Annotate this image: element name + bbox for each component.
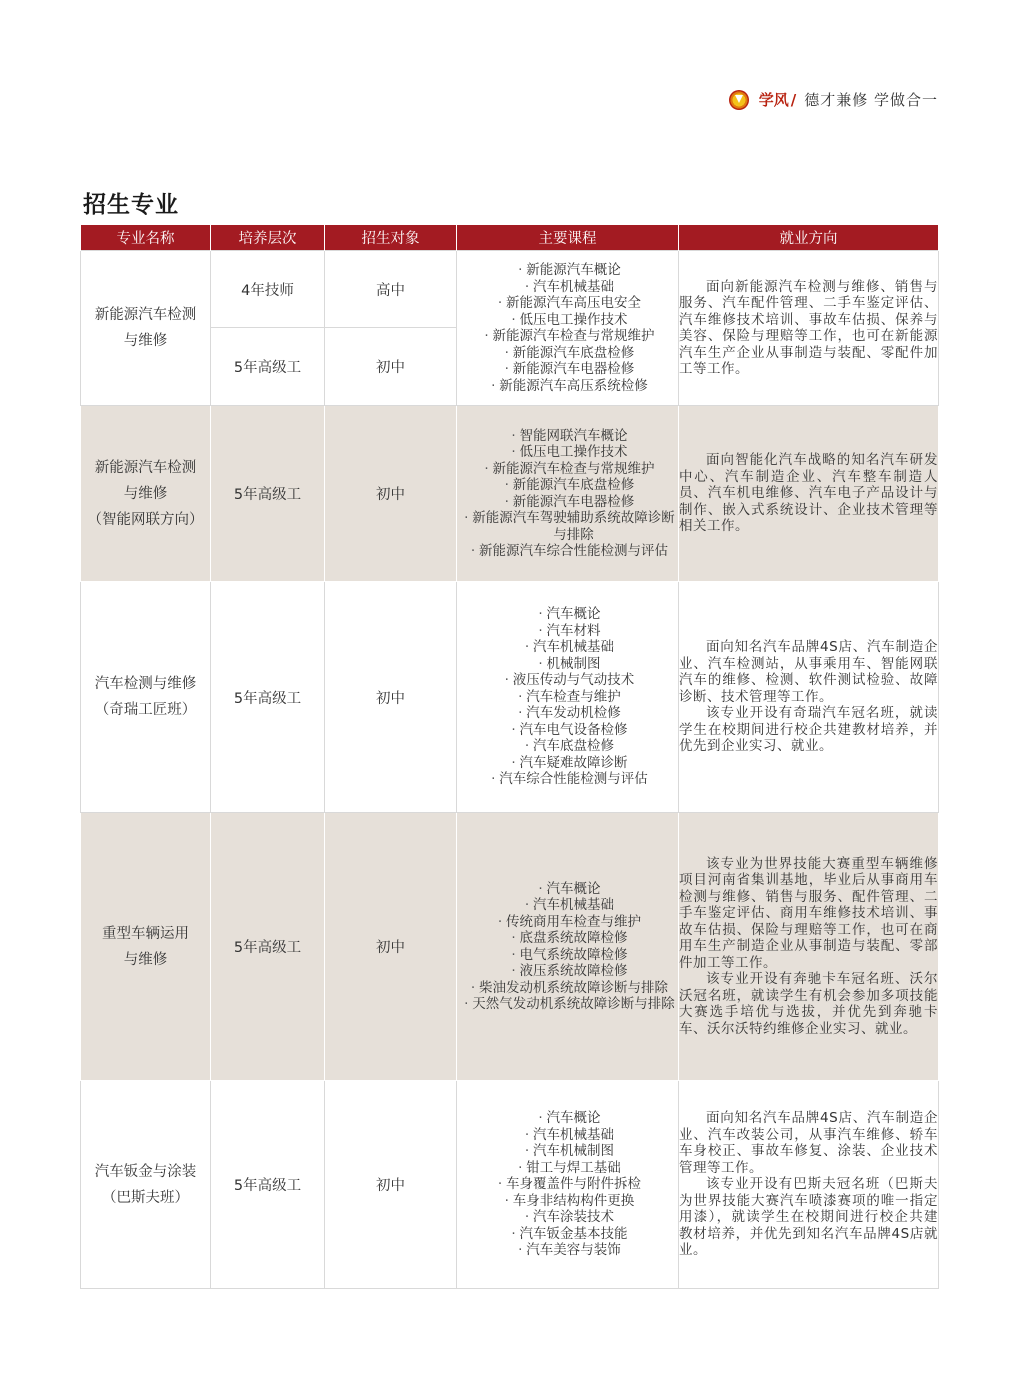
course-item: · 汽车概论 — [457, 881, 678, 898]
enrollment-target-cell: 初中 — [325, 1081, 457, 1289]
course-item: · 柴油发动机系统故障诊断与排除 — [457, 980, 678, 997]
course-item: · 车身覆盖件与附件拆检 — [457, 1176, 678, 1193]
career-paragraph: 面向知名汽车品牌4S店、汽车制造企业、汽车改装公司，从事汽车维修、轿车车身校正、事故车修复、涂装、企业技术管理等工作。 — [679, 1110, 938, 1176]
major-name-line: 重型车辆运用 — [102, 925, 189, 942]
career-direction-cell — [679, 406, 939, 582]
main-courses-cell — [457, 1081, 679, 1289]
header-major-name: 专业名称 — [81, 225, 211, 251]
course-item: · 新能源汽车检查与常规维护 — [457, 461, 678, 478]
enrollment-target-cell: 初中 — [325, 406, 457, 582]
course-item: · 低压电工操作技术 — [457, 312, 678, 329]
course-item: · 机械制图 — [457, 656, 678, 673]
enrollment-target-cell: 高中 — [325, 251, 457, 328]
course-item: · 汽车机械制图 — [457, 1143, 678, 1160]
career-direction-cell — [679, 251, 939, 406]
admissions-table — [80, 225, 939, 1289]
course-item: · 汽车美容与装饰 — [457, 1242, 678, 1259]
course-list — [457, 606, 678, 788]
motto-slash: / — [790, 90, 797, 109]
course-item: · 汽车发动机检修 — [457, 705, 678, 722]
course-item: · 汽车材料 — [457, 623, 678, 640]
training-level-cell: 5年高级工 — [211, 582, 325, 813]
career-paragraph: 面向智能化汽车战略的知名汽车研发中心、汽车制造企业、汽车整车制造人员、汽车机电维修、汽车电子产品设计与制作、嵌入式系统设计、企业技术管理等相关工作。 — [679, 452, 938, 535]
course-item: · 电气系统故障检修 — [457, 947, 678, 964]
course-item: · 钳工与焊工基础 — [457, 1160, 678, 1177]
career-direction-cell — [679, 813, 939, 1081]
enrollment-target-cell: 初中 — [325, 328, 457, 406]
training-level-cell: 5年高级工 — [211, 813, 325, 1081]
main-courses-cell — [457, 813, 679, 1081]
course-item: · 新能源汽车电器检修 — [457, 494, 678, 511]
course-list — [457, 1110, 678, 1259]
course-item: · 汽车机械基础 — [457, 897, 678, 914]
motto-label: 学风 — [758, 91, 789, 109]
course-item: · 新能源汽车综合性能检测与评估 — [457, 543, 678, 560]
major-name-line: 与维修 — [123, 951, 168, 968]
career-direction-cell — [679, 582, 939, 813]
school-logo-icon — [729, 90, 749, 110]
header-career-direction: 就业方向 — [679, 225, 939, 251]
table-row — [81, 251, 939, 328]
main-courses-cell — [457, 406, 679, 582]
table-row — [81, 582, 939, 813]
enrollment-target-cell: 初中 — [325, 813, 457, 1081]
course-item: · 汽车概论 — [457, 606, 678, 623]
header-motto — [729, 89, 938, 110]
major-name-cell — [81, 813, 211, 1081]
table-row — [81, 813, 939, 1081]
table-row — [81, 1081, 939, 1289]
course-item: · 汽车机械基础 — [457, 1127, 678, 1144]
career-paragraph: 该专业开设有奇瑞汽车冠名班，就读学生在校期间进行校企共建教材培养，并优先到企业实习、就业。 — [679, 705, 938, 755]
major-name-cell — [81, 251, 211, 406]
enrollment-target-cell: 初中 — [325, 582, 457, 813]
header-main-courses: 主要课程 — [457, 225, 679, 251]
major-name-line: 新能源汽车检测 — [94, 459, 197, 476]
course-item: · 天然气发动机系统故障诊断与排除 — [457, 996, 678, 1013]
table-row — [81, 406, 939, 582]
career-paragraph: 该专业为世界技能大赛重型车辆维修项目河南省集训基地，毕业后从事商用车检测与维修、销售与服务、配件管理、二手车鉴定评估、商用车维修技术培训、事故车估损、保险与理赔等工作，也可在商用车生产制造企业从事制造与装配、零部件加工等工作。 — [679, 855, 938, 971]
course-item: · 新能源汽车检查与常规维护 — [457, 328, 678, 345]
major-name-line: 与维修 — [123, 485, 168, 502]
career-paragraph: 面向新能源汽车检测与维修、销售与服务、汽车配件管理、二手车鉴定评估、汽车维修技术培训、事故车估损、保养与美容、保险与理赔等工作，也可在新能源汽车生产企业从事制造与装配、零配件加工等工作。 — [679, 278, 938, 377]
training-level-cell: 5年高级工 — [211, 1081, 325, 1289]
course-item: · 汽车涂装技术 — [457, 1209, 678, 1226]
training-level-cell: 5年高级工 — [211, 406, 325, 582]
header-training-level: 培养层次 — [211, 225, 325, 251]
course-item: · 液压系统故障检修 — [457, 963, 678, 980]
course-list — [457, 881, 678, 1013]
course-item: · 汽车疑难故障诊断 — [457, 755, 678, 772]
major-name-line: （奇瑞工匠班） — [94, 702, 197, 718]
main-courses-cell — [457, 251, 679, 406]
major-name-cell — [81, 1081, 211, 1289]
course-item: · 汽车电气设备检修 — [457, 722, 678, 739]
course-item: · 汽车钣金基本技能 — [457, 1226, 678, 1243]
course-list — [457, 262, 678, 394]
course-item: · 新能源汽车驾驶辅助系统故障诊断与排除 — [457, 510, 678, 543]
course-item: · 液压传动与气动技术 — [457, 672, 678, 689]
career-paragraph: 面向知名汽车品牌4S店、汽车制造企业、汽车检测站，从事乘用车、智能网联汽车的维修、检测、软件测试检验、故障诊断、技术管理等工作。 — [679, 639, 938, 705]
header-enrollment-target: 招生对象 — [325, 225, 457, 251]
career-direction-cell — [679, 1081, 939, 1289]
course-item: · 汽车概论 — [457, 1110, 678, 1127]
major-name-line: 汽车钣金与涂装 — [94, 1163, 197, 1180]
major-name-line: （智能网联方向） — [87, 511, 204, 528]
major-name-line: 与维修 — [123, 333, 168, 349]
main-courses-cell — [457, 582, 679, 813]
course-item: · 汽车综合性能检测与评估 — [457, 771, 678, 788]
major-name-line: 汽车检测与维修 — [94, 676, 197, 692]
course-item: · 汽车底盘检修 — [457, 738, 678, 755]
course-list — [457, 428, 678, 560]
course-item: · 新能源汽车电器检修 — [457, 361, 678, 378]
major-name-cell — [81, 406, 211, 582]
course-item: · 传统商用车检查与维护 — [457, 914, 678, 931]
career-paragraph: 该专业开设有巴斯夫冠名班（巴斯夫为世界技能大赛汽车喷漆赛项的唯一指定用漆），就读学生在校期间进行校企共建教材培养，并优先到知名汽车品牌4S店就业。 — [679, 1176, 938, 1259]
major-name-cell — [81, 582, 211, 813]
major-name-line: 新能源汽车检测 — [94, 307, 197, 323]
motto-text: 德才兼修 学做合一 — [804, 91, 938, 109]
course-item: · 汽车检查与维护 — [457, 689, 678, 706]
course-item: · 汽车机械基础 — [457, 639, 678, 656]
course-item: · 智能网联汽车概论 — [457, 428, 678, 445]
course-item: · 新能源汽车高压电安全 — [457, 295, 678, 312]
course-item: · 新能源汽车概论 — [457, 262, 678, 279]
course-item: · 新能源汽车底盘检修 — [457, 345, 678, 362]
section-title: 招生专业 — [83, 192, 179, 218]
training-level-cell: 4年技师 — [211, 251, 325, 328]
course-item: · 汽车机械基础 — [457, 279, 678, 296]
table-header-row — [81, 225, 939, 251]
course-item: · 新能源汽车高压系统检修 — [457, 378, 678, 395]
course-item: · 新能源汽车底盘检修 — [457, 477, 678, 494]
major-name-line: （巴斯夫班） — [102, 1189, 189, 1206]
course-item: · 底盘系统故障检修 — [457, 930, 678, 947]
training-level-cell: 5年高级工 — [211, 328, 325, 406]
course-item: · 车身非结构构件更换 — [457, 1193, 678, 1210]
course-item: · 低压电工操作技术 — [457, 444, 678, 461]
career-paragraph: 该专业开设有奔驰卡车冠名班、沃尔沃冠名班，就读学生有机会参加多项技能大赛选手培优与选拔，并优先到奔驰卡车、沃尔沃特约维修企业实习、就业。 — [679, 971, 938, 1037]
